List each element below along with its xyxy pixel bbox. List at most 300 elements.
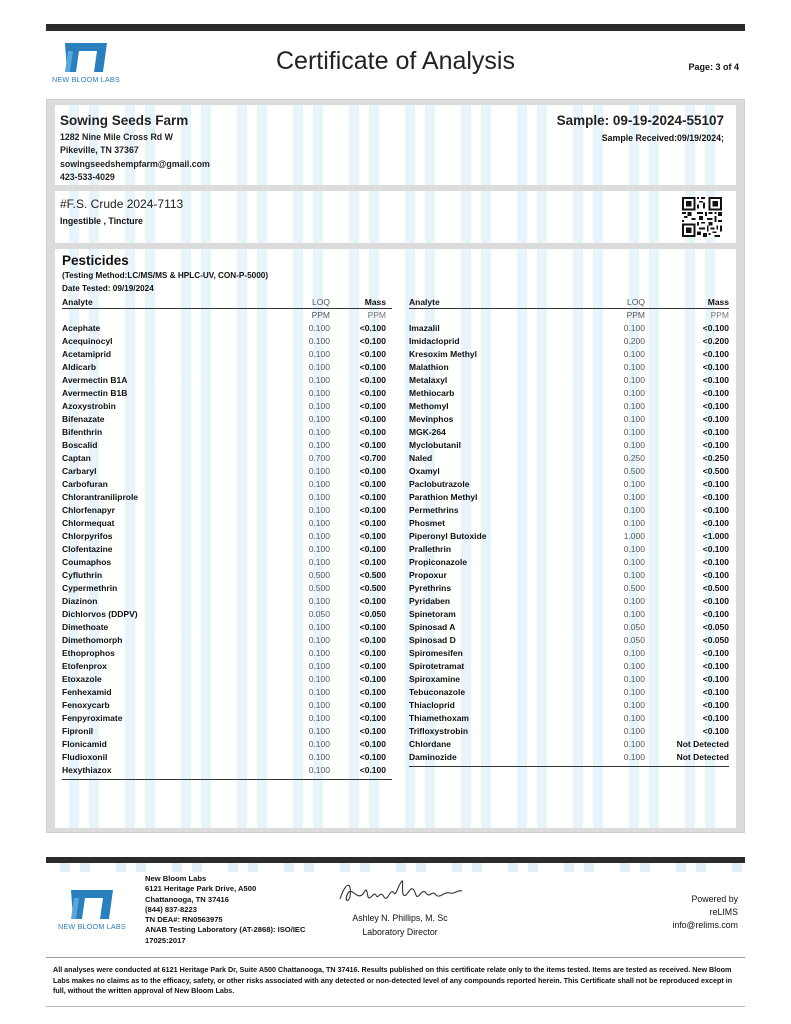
table-row [62,556,392,569]
mass-cell: <0.100 [359,596,386,606]
table-row [409,543,729,556]
pesticide-table-left [62,296,392,780]
table-row [62,400,392,413]
loq-cell: 0.100 [308,362,330,372]
analyte-cell: Avermectin B1A [62,375,128,385]
section-title: Pesticides [62,253,129,268]
table-row [409,608,729,621]
analyte-cell: Tebuconazole [409,687,466,697]
mass-cell: <0.100 [359,466,386,476]
analyte-cell: Daminozide [409,752,457,762]
loq-cell: 0.100 [623,518,645,528]
table-row [409,569,729,582]
analyte-cell: Malathion [409,362,449,372]
analyte-cell: Metalaxyl [409,375,448,385]
mass-cell: <0.100 [702,401,729,411]
table-row [409,647,729,660]
loq-cell: 0.100 [308,479,330,489]
analyte-cell: Ethoprophos [62,648,115,658]
table-row [409,374,729,387]
analyte-cell: Naled [409,453,433,463]
lab-info-line: (844) 837-8223 [145,904,197,914]
loq-cell: 0.100 [308,661,330,671]
lab-info-line: ANAB Testing Laboratory (AT-2868): ISO/IEC [145,925,306,935]
mass-cell: <0.100 [359,440,386,450]
mass-cell: <0.100 [359,726,386,736]
analyte-cell: Thiamethoxam [409,713,469,723]
pesticide-table-right [409,296,729,767]
mass-cell: <0.100 [702,687,729,697]
analyte-cell: Clofentazine [62,544,113,554]
table-row [409,413,729,426]
table-row [409,361,729,374]
loq-cell: 0.100 [308,505,330,515]
mass-cell: <0.100 [359,557,386,567]
analyte-cell: Etoxazole [62,674,102,684]
table-row [409,595,729,608]
header-mass: Mass [707,297,729,307]
loq-cell: 0.100 [623,323,645,333]
analyte-cell: Spinetoram [409,609,456,619]
mass-cell: <0.100 [702,726,729,736]
loq-cell: 0.500 [308,583,330,593]
mass-cell: <0.100 [702,427,729,437]
analyte-cell: Etofenprox [62,661,107,671]
analyte-cell: Prallethrin [409,544,452,554]
powered-by-email[interactable]: info@relims.com [672,920,738,930]
table-row [62,582,392,595]
loq-cell: 0.100 [623,570,645,580]
mass-cell: <0.100 [702,661,729,671]
table-row [62,530,392,543]
mass-cell: <0.100 [702,596,729,606]
analyte-cell: Dimethomorph [62,635,123,645]
loq-cell: 0.100 [308,518,330,528]
loq-cell: 0.100 [623,557,645,567]
mass-cell: <0.100 [702,518,729,528]
mass-cell: <0.100 [702,349,729,359]
table-row [62,504,392,517]
loq-cell: 0.100 [308,596,330,606]
mass-cell: <0.100 [359,427,386,437]
analyte-cell: Fenhexamid [62,687,112,697]
loq-cell: 0.100 [308,388,330,398]
client-address-2: Pikeville, TN 37367 [60,145,139,155]
mass-cell: <0.100 [359,674,386,684]
table-row [62,673,392,686]
table-row [409,660,729,673]
loq-cell: 0.100 [623,401,645,411]
mass-cell: <0.100 [359,336,386,346]
mass-cell: <0.500 [702,466,729,476]
mass-cell: <0.050 [702,635,729,645]
mass-cell: <0.100 [359,362,386,372]
mass-cell: <0.500 [359,583,386,593]
loq-cell: 0.050 [623,635,645,645]
footer-pattern [46,863,745,872]
analyte-cell: Avermectin B1B [62,388,128,398]
page-title: Certificate of Analysis [276,47,515,75]
table-row [409,673,729,686]
loq-cell: 0.100 [623,687,645,697]
loq-cell: 0.050 [308,609,330,619]
analyte-cell: Acephate [62,323,101,333]
loq-cell: 0.100 [308,401,330,411]
table-row [409,387,729,400]
analyte-cell: Paclobutrazole [409,479,470,489]
loq-cell: 0.100 [623,479,645,489]
table-row [409,400,729,413]
loq-cell: 0.100 [623,544,645,554]
unit-mass: PPM [367,310,386,320]
analyte-cell: Spiroxamine [409,674,461,684]
table-row [62,647,392,660]
table-row [409,530,729,543]
analyte-cell: Fipronil [62,726,94,736]
analyte-cell: Spinosad A [409,622,456,632]
analyte-cell: Propiconazole [409,557,468,567]
analyte-cell: Spiromesifen [409,648,463,658]
mass-cell: <0.100 [359,492,386,502]
mass-cell: Not Detected [676,752,729,762]
analyte-cell: Chlorantraniliprole [62,492,139,502]
table-row [62,634,392,647]
loq-cell: 0.050 [623,622,645,632]
unit-loq: PPM [311,310,330,320]
unit-mass: PPM [710,310,729,320]
mass-cell: <0.100 [359,414,386,424]
loq-cell: 0.100 [308,414,330,424]
mass-cell: <0.100 [359,505,386,515]
table-row [62,348,392,361]
table-row [62,595,392,608]
logo-text: NEW BLOOM LABS [58,922,126,931]
table-end-line [409,766,729,767]
table-row [409,621,729,634]
mass-cell: Not Detected [676,739,729,749]
analyte-cell: Acequinocyl [62,336,113,346]
mass-cell: <0.100 [359,518,386,528]
analyte-cell: Bifenthrin [62,427,103,437]
loq-cell: 0.100 [308,700,330,710]
testing-method: (Testing Method:LC/MS/MS & HPLC-UV, CON-P-5000) [62,271,269,280]
table-row [62,452,392,465]
mass-cell: <0.100 [702,674,729,684]
analyte-cell: Chlormequat [62,518,115,528]
mass-cell: <0.050 [702,622,729,632]
table-row [409,725,729,738]
table-body [62,322,392,780]
mass-cell: <0.100 [359,648,386,658]
product-name: #F.S. Crude 2024-7113 [60,197,184,211]
loq-cell: 0.100 [308,726,330,736]
analyte-cell: Chlorfenapyr [62,505,115,515]
analyte-cell: Spinosad D [409,635,456,645]
analyte-cell: Captan [62,453,91,463]
loq-cell: 0.100 [308,765,330,775]
loq-cell: 0.100 [623,726,645,736]
mass-cell: <0.500 [702,583,729,593]
analyte-cell: Fenoxycarb [62,700,110,710]
analyte-cell: Methomyl [409,401,449,411]
mass-cell: <0.100 [359,622,386,632]
table-header [62,296,392,309]
table-row [62,413,392,426]
top-bar [46,24,745,31]
loq-cell: 0.100 [308,687,330,697]
logo-text: NEW BLOOM LABS [52,75,120,84]
loq-cell: 0.100 [623,427,645,437]
loq-cell: 0.100 [623,388,645,398]
analyte-cell: Bifenazate [62,414,105,424]
analyte-cell: Chlordane [409,739,452,749]
loq-cell: 0.100 [623,661,645,671]
analyte-cell: Spirotetramat [409,661,465,671]
mass-cell: <0.100 [702,609,729,619]
analyte-cell: MGK-264 [409,427,446,437]
table-row [409,712,729,725]
table-row [62,361,392,374]
mass-cell: <0.100 [702,388,729,398]
signatory-name: Ashley N. Phillips, M. Sc [352,913,448,923]
report-card [46,99,745,833]
loq-cell: 0.100 [308,323,330,333]
mass-cell: <0.100 [702,700,729,710]
loq-cell: 0.100 [623,739,645,749]
analyte-cell: Carbaryl [62,466,97,476]
table-row [62,374,392,387]
table-row [62,426,392,439]
analyte-cell: Dichlorvos (DDPV) [62,609,138,619]
mass-cell: <0.100 [359,349,386,359]
unit-row [62,309,392,322]
lab-info-line: Chattanooga, TN 37416 [145,894,229,904]
table-row [62,465,392,478]
table-row [409,699,729,712]
client-phone: 423-533-4029 [60,172,115,182]
date-tested: Date Tested: 09/19/2024 [62,284,154,293]
mass-cell: <0.100 [702,557,729,567]
table-row [409,465,729,478]
analyte-cell: Thiacloprid [409,700,455,710]
loq-cell: 0.100 [623,700,645,710]
table-row [409,738,729,751]
mass-cell: <0.100 [702,414,729,424]
table-row [409,517,729,530]
mass-cell: <0.100 [359,323,386,333]
unit-row [409,309,729,322]
analyte-cell: Propoxur [409,570,447,580]
loq-cell: 0.100 [623,375,645,385]
pesticides-panel [55,249,736,828]
analyte-cell: Fludioxonil [62,752,108,762]
table-row [409,478,729,491]
mass-cell: <0.100 [359,479,386,489]
loq-cell: 0.100 [623,713,645,723]
analyte-cell: Piperonyl Butoxide [409,531,487,541]
mass-cell: <0.500 [359,570,386,580]
lab-info-line: TN DEA#: RN0563975 [145,915,223,925]
table-row [62,621,392,634]
sample-id: Sample: 09-19-2024-55107 [556,113,724,128]
analyte-cell: Permethrins [409,505,459,515]
powered-by [672,893,738,932]
loq-cell: 0.100 [308,648,330,658]
table-end-line [62,779,392,780]
mass-cell: <0.100 [702,713,729,723]
table-row [62,569,392,582]
loq-cell: 0.100 [308,752,330,762]
mass-cell: <0.700 [359,453,386,463]
header-mass: Mass [364,297,386,307]
analyte-cell: Trifloxystrobin [409,726,469,736]
table-row [62,699,392,712]
loq-cell: 1.000 [623,531,645,541]
table-row [62,686,392,699]
mass-cell: <0.100 [359,752,386,762]
analyte-cell: Hexythiazox [62,765,112,775]
analyte-cell: Pyridaben [409,596,451,606]
loq-cell: 0.100 [308,544,330,554]
analyte-cell: Cypermethrin [62,583,118,593]
analyte-cell: Chlorpyrifos [62,531,113,541]
qr-code-icon[interactable] [682,197,722,237]
header-loq: LOQ [312,297,330,307]
analyte-cell: Flonicamid [62,739,107,749]
loq-cell: 0.100 [308,713,330,723]
loq-cell: 0.100 [308,739,330,749]
sample-panel [55,191,736,243]
table-row [409,348,729,361]
table-row [409,751,729,764]
table-row [409,504,729,517]
table-row [409,426,729,439]
analyte-cell: Carbofuran [62,479,108,489]
mass-cell: <0.100 [702,375,729,385]
table-row [409,556,729,569]
loq-cell: 0.100 [623,609,645,619]
mass-cell: <0.100 [359,531,386,541]
powered-by-brand: reLIMS [709,907,738,917]
mass-cell: <1.000 [702,531,729,541]
analyte-cell: Fenpyroximate [62,713,123,723]
loq-cell: 0.100 [308,531,330,541]
mass-cell: <0.100 [359,401,386,411]
loq-cell: 0.500 [623,583,645,593]
powered-by-label: Powered by [691,894,738,904]
analyte-cell: Parathion Methyl [409,492,478,502]
mass-cell: <0.100 [359,687,386,697]
mass-cell: <0.100 [359,661,386,671]
analyte-cell: Imazalil [409,323,440,333]
client-panel [55,105,736,185]
loq-cell: 0.100 [308,492,330,502]
mass-cell: <0.050 [359,609,386,619]
loq-cell: 0.100 [308,635,330,645]
mass-cell: <0.100 [359,544,386,554]
loq-cell: 0.500 [623,466,645,476]
table-row [409,452,729,465]
mass-cell: <0.100 [359,739,386,749]
loq-cell: 0.100 [623,596,645,606]
lab-info-line: 17025:2017 [145,935,186,945]
loq-cell: 0.100 [308,557,330,567]
table-row [409,582,729,595]
mass-cell: <0.100 [702,648,729,658]
analyte-cell: Acetamiprid [62,349,112,359]
analyte-cell: Mevinphos [409,414,454,424]
loq-cell: 0.100 [308,375,330,385]
loq-cell: 0.100 [308,622,330,632]
client-email: sowingseedshempfarm@gmail.com [60,159,210,169]
mass-cell: <0.100 [702,362,729,372]
loq-cell: 0.100 [308,336,330,346]
table-row [62,725,392,738]
loq-cell: 0.100 [623,674,645,684]
analyte-cell: Cyfluthrin [62,570,103,580]
client-name: Sowing Seeds Farm [60,113,189,128]
table-row [62,439,392,452]
client-address-1: 1282 Nine Mile Cross Rd W [60,132,173,142]
mass-cell: <0.100 [702,440,729,450]
analyte-cell: Coumaphos [62,557,112,567]
header-loq: LOQ [627,297,645,307]
disclaimer: All analyses were conducted at 6121 Heritage Park Dr, Suite A500 Chattanooga, TN 37416. Results published on this certificate relate only to the items tested. Items are tested as received. New Bloom Labs makes no claims as to the efficacy, safety, or other risks associated with any detected or non-detected level of any compounds reported herein. This Certificate shall not be reproduced except in full, without the written approval of New Bloom Labs. [53,965,733,995]
mass-cell: <0.100 [702,323,729,333]
loq-cell: 0.100 [623,648,645,658]
header-analyte: Analyte [409,297,440,307]
analyte-cell: Dimethoate [62,622,109,632]
analyte-cell: Myclobutanil [409,440,461,450]
lab-info-line: New Bloom Labs [145,874,207,883]
page-number: Page: 3 of 4 [688,62,739,72]
loq-cell: 0.500 [308,570,330,580]
mass-cell: <0.100 [359,635,386,645]
analyte-cell: Imidacloprid [409,336,460,346]
mass-cell: <0.100 [359,375,386,385]
table-body [409,322,729,767]
analyte-cell: Kresoxim Methyl [409,349,478,359]
table-row [62,322,392,335]
analyte-cell: Azoxystrobin [62,401,116,411]
table-row [62,738,392,751]
loq-cell: 0.100 [308,427,330,437]
lab-info-line: 6121 Heritage Park Drive, A500 [145,884,257,894]
header-analyte: Analyte [62,297,93,307]
table-row [62,608,392,621]
table-row [62,764,392,777]
analyte-cell: Methiocarb [409,388,455,398]
analyte-cell: Pyrethrins [409,583,452,593]
mass-cell: <0.100 [359,713,386,723]
analyte-cell: Oxamyl [409,466,440,476]
analyte-cell: Phosmet [409,518,445,528]
loq-cell: 0.100 [623,414,645,424]
table-row [62,660,392,673]
table-row [409,322,729,335]
table-row [62,543,392,556]
table-row [409,491,729,504]
loq-cell: 0.100 [308,674,330,684]
analyte-cell: Diazinon [62,596,98,606]
analyte-cell: Aldicarb [62,362,97,372]
table-row [62,491,392,504]
signature-icon [336,877,466,907]
table-row [409,335,729,348]
header [46,31,745,97]
table-row [409,634,729,647]
mass-cell: <0.100 [702,570,729,580]
